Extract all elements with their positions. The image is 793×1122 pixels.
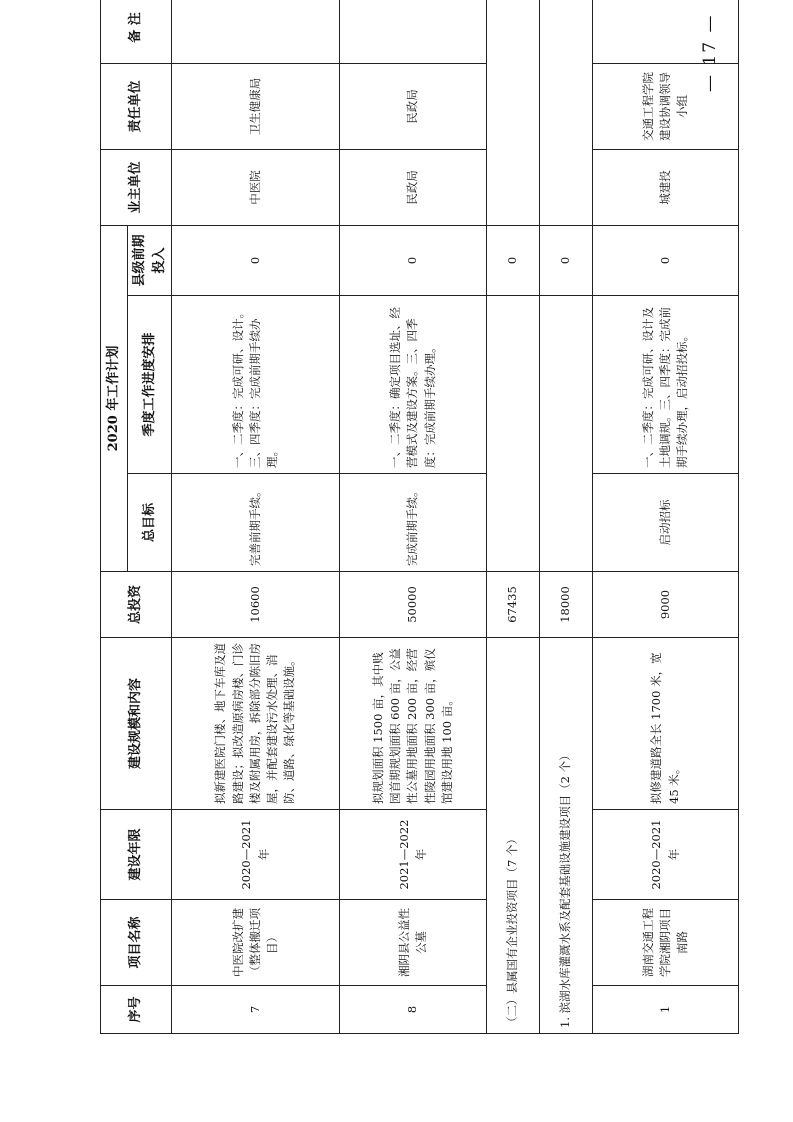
cell-owner: 中医院: [172, 150, 340, 226]
cell-scale: 拟修建道路全长 1700 米，宽 45 米。: [593, 638, 739, 810]
cell-county-invest: 0: [172, 226, 340, 296]
subsection-investment: 18000: [540, 572, 593, 638]
section-investment: 67435: [487, 572, 540, 638]
subsection-title: 1. 滨湖水库灌溉水系及配套基础设施建设项目（2 个）: [540, 638, 593, 1034]
section-row: [487, 0, 540, 1034]
table-row: [340, 0, 487, 1034]
subsection-blank-right: [540, 0, 593, 226]
table-row: [172, 0, 340, 1034]
cell-investment: 10600: [172, 572, 340, 638]
page-number: — 17 —: [700, 13, 720, 92]
cell-schedule: 一、二季度：完成可研、设计及土地调规。三、四季度：完成前期手续办理，启动招投标。: [593, 296, 739, 474]
cell-period: 2021—2022 年: [340, 810, 487, 900]
subsection-county-invest: 0: [540, 226, 593, 296]
cell-seq: 8: [340, 986, 487, 1034]
header-schedule: 季度工作进度安排: [128, 296, 172, 474]
cell-goal: 完成前期手续。: [340, 474, 487, 572]
cell-goal: 启动招标: [593, 474, 739, 572]
header-responsible: 责任单位: [101, 64, 172, 150]
section-title: （二）县属国有企业投资项目（7 个）: [487, 638, 540, 1034]
header-plan-2020: 2020 年工作计划: [101, 226, 128, 572]
header-goal: 总目标: [128, 474, 172, 572]
cell-schedule: 一、二季度：完成可研、设计。三、四季度：完成前期手续办理。: [172, 296, 340, 474]
cell-responsible: 卫生健康局: [172, 64, 340, 150]
cell-name: 湘阴县公益性公墓: [340, 900, 487, 986]
table-row: [593, 0, 739, 1034]
cell-scale: 拟规划面积 1500 亩，其中贱园首期规划面积 600 亩，公益性公墓用地面积 200 亩，经营性陵园用地面积 300 亩，殡仪馆建设用地 100 亩。: [340, 638, 487, 810]
cell-seq: 7: [172, 986, 340, 1034]
header-owner: 业主单位: [101, 150, 172, 226]
cell-seq: 1: [593, 986, 739, 1034]
header-seq: 序号: [101, 986, 172, 1034]
cell-remark: [340, 0, 487, 64]
cell-county-invest: 0: [340, 226, 487, 296]
cell-responsible: 民政局: [340, 64, 487, 150]
cell-period: 2020—2021 年: [172, 810, 340, 900]
header-row: [101, 0, 128, 1034]
cell-investment: 9000: [593, 572, 739, 638]
cell-schedule: 一、二季度：确定项目选址、经营模式及建设方案。三、四季度：完成前期手续办理。: [340, 296, 487, 474]
cell-remark: [172, 0, 340, 64]
section-blank-right: [487, 0, 540, 226]
subsection-row: [540, 0, 593, 1034]
header-period: 建设年限: [101, 810, 172, 900]
header-county-invest: 县级前期投入: [128, 226, 172, 296]
cell-investment: 50000: [340, 572, 487, 638]
header-investment: 总投资: [101, 572, 172, 638]
subsection-blank: [540, 296, 593, 572]
cell-owner: 城建投: [593, 150, 739, 226]
cell-name: 中医院改扩建（整体搬迁项目）: [172, 900, 340, 986]
section-blank: [487, 296, 540, 572]
cell-period: 2020—2021 年: [593, 810, 739, 900]
cell-owner: 民政局: [340, 150, 487, 226]
section-county-invest: 0: [487, 226, 540, 296]
project-plan-table: [100, 0, 739, 1034]
header-remark: 备 注: [101, 0, 172, 64]
header-scale: 建设规模和内容: [101, 638, 172, 810]
cell-goal: 完善前期手续。: [172, 474, 340, 572]
cell-name: 湖南交通工程学院湘阴项目南路: [593, 900, 739, 986]
cell-responsible: 交通工程学院建设协调领导小组: [593, 64, 739, 150]
cell-county-invest: 0: [593, 226, 739, 296]
header-name: 项目名称: [101, 900, 172, 986]
cell-scale: 拟新建医院门楼、地下车库及道路建设；拟改造原病房楼、门诊楼及附属用房，拆除部分陈旧房屋，并配套建设污水处理、消防、道路、绿化等基础设施。: [172, 638, 340, 810]
